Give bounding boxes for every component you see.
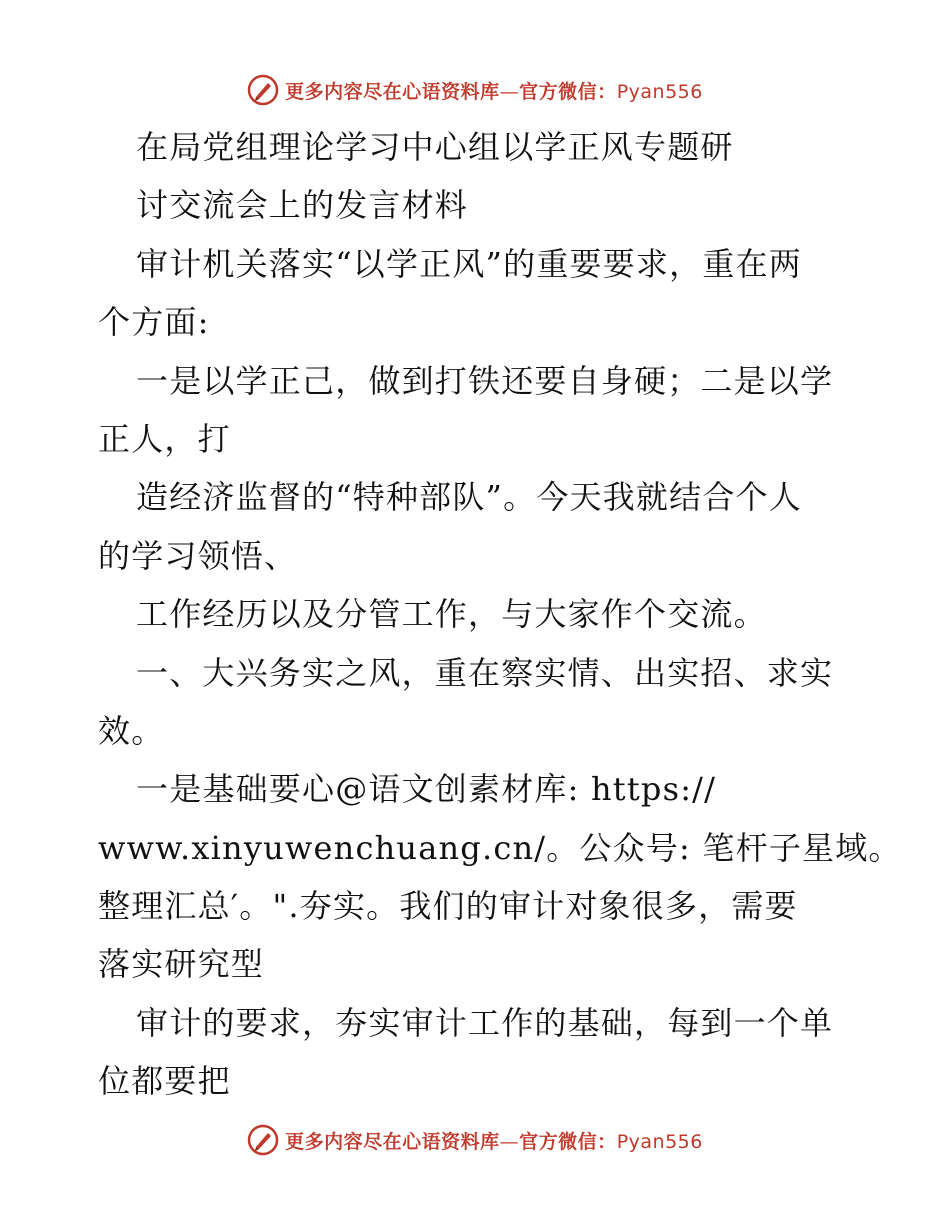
paragraph-line: 个方面: xyxy=(98,303,210,342)
header-banner-wechat-id: Pyan556 xyxy=(616,80,703,103)
footer-banner-wechat-id: Pyan556 xyxy=(616,1130,703,1153)
paragraph-line: 工作经历以及分管工作，与大家作个交流。 xyxy=(136,595,767,634)
paragraph-line: 正人，打 xyxy=(98,419,231,458)
footer-banner-main: 更多内容尽在心语资料库 xyxy=(285,1130,500,1153)
footer-banner-dash: — xyxy=(499,1130,520,1153)
pen-logo-icon xyxy=(247,1124,279,1156)
footer-watermark-banner xyxy=(0,1120,950,1160)
paragraph-line: 审计的要求，夯实审计工作的基础，每到一个单 xyxy=(136,1003,834,1042)
title-line-1: 在局党组理论学习中心组以学正风专题研 xyxy=(136,128,734,166)
header-banner-dash: — xyxy=(499,80,520,103)
paragraph-line: 造经济监督的“特种部队”。今天我就结合个人 xyxy=(136,478,802,517)
section-heading-line: 效。 xyxy=(98,711,165,750)
paragraph-line: 一是基础要心@语文创素材库: https:// xyxy=(136,770,717,809)
paragraph-line: 整理汇总′。".夯实。我们的审计对象很多，需要 xyxy=(98,887,798,926)
header-watermark-banner xyxy=(0,70,950,110)
paragraph-line: 位都要把 xyxy=(98,1062,231,1101)
paragraph-line: www.xinyuwenchuang.cn/。公众号: 笔杆子星域。 xyxy=(98,828,902,867)
header-banner-main: 更多内容尽在心语资料库 xyxy=(285,80,500,103)
section-heading-line: 一、大兴务实之风，重在察实情、出实招、求实 xyxy=(136,653,834,692)
footer-banner-text xyxy=(285,1127,703,1154)
paragraph-line: 的学习领悟、 xyxy=(98,536,298,575)
footer-banner-official: 官方微信： xyxy=(519,1130,617,1153)
paragraph-line: 审计机关落实“以学正风”的重要要求，重在两 xyxy=(136,244,802,283)
title-line-2: 讨交流会上的发言材料 xyxy=(136,186,469,225)
header-banner-official: 官方微信： xyxy=(519,80,617,103)
pen-logo-icon xyxy=(247,74,279,106)
paragraph-line: 落实研究型 xyxy=(98,945,265,984)
paragraph-line: 一是以学正己，做到打铁还要自身硬；二是以学 xyxy=(136,361,834,400)
header-banner-text xyxy=(285,77,703,104)
document-body xyxy=(98,118,902,1111)
